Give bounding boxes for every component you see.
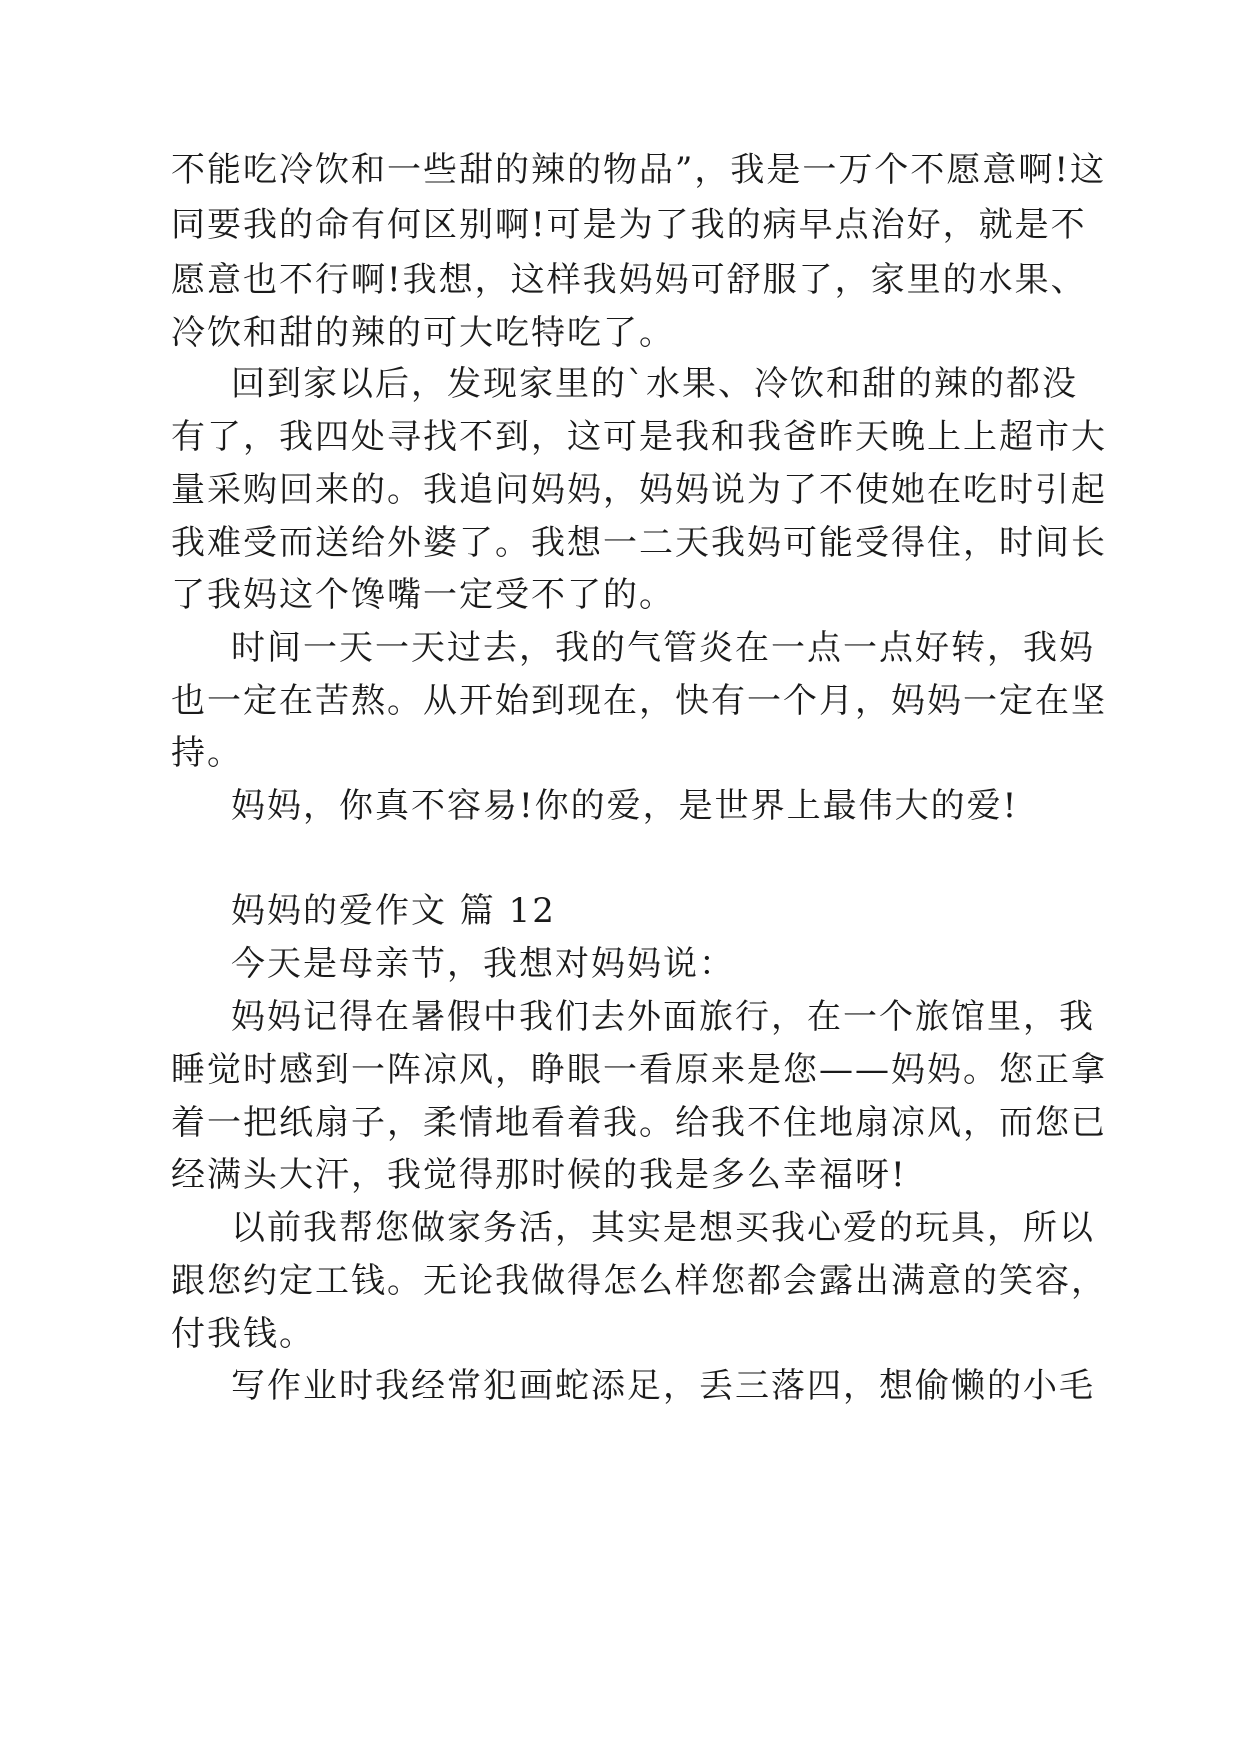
text-line: 有了，我四处寻找不到，这可是我和我爸昨天晚上上超市大 [171,417,1107,457]
text-line: 跟您约定工钱。无论我做得怎么样您都会露出满意的笑容， [171,1261,1107,1301]
text-line: 同要我的命有何区别啊!可是为了我的病早点治好，就是不 [171,205,1087,245]
text-line: 回到家以后，发现家里的`水果、冷饮和甜的辣的都没 [231,364,1078,404]
text-line: 持。 [171,733,243,773]
text-line: 妈妈，你真不容易!你的爱，是世界上最伟大的爱! [231,786,1019,826]
text-line: 不能吃冷饮和一些甜的辣的物品”，我是一万个不愿意啊!这 [171,150,1107,190]
text-line: 时间一天一天过去，我的气管炎在一点一点好转，我妈 [231,628,1095,668]
text-line: 睡觉时感到一阵凉风，睁眼一看原来是您——妈妈。您正拿 [171,1050,1107,1090]
text-line: 写作业时我经常犯画蛇添足，丢三落四，想偷懒的小毛 [231,1366,1095,1406]
text-line: 妈妈记得在暑假中我们去外面旅行，在一个旅馆里，我 [231,997,1095,1037]
text-line: 今天是母亲节，我想对妈妈说： [231,944,735,984]
text-line: 我难受而送给外婆了。我想一二天我妈可能受得住，时间长 [171,523,1107,563]
text-line: 以前我帮您做家务活，其实是想买我心爱的玩具，所以 [231,1208,1095,1248]
text-line: 付我钱。 [171,1314,315,1354]
text-line: 愿意也不行啊!我想，这样我妈妈可舒服了，家里的水果、 [171,260,1087,300]
text-line: 也一定在苦熬。从开始到现在，快有一个月，妈妈一定在坚 [171,681,1107,721]
text-line: 冷饮和甜的辣的可大吃特吃了。 [171,313,675,353]
text-line: 了我妈这个馋嘴一定受不了的。 [171,575,675,615]
text-line: 经满头大汗，我觉得那时候的我是多么幸福呀! [171,1155,907,1195]
section-heading: 妈妈的爱作文 篇 12 [231,891,556,931]
text-line: 量采购回来的。我追问妈妈，妈妈说为了不使她在吃时引起 [171,470,1107,510]
text-line: 着一把纸扇子，柔情地看着我。给我不住地扇凉风，而您已 [171,1103,1107,1143]
